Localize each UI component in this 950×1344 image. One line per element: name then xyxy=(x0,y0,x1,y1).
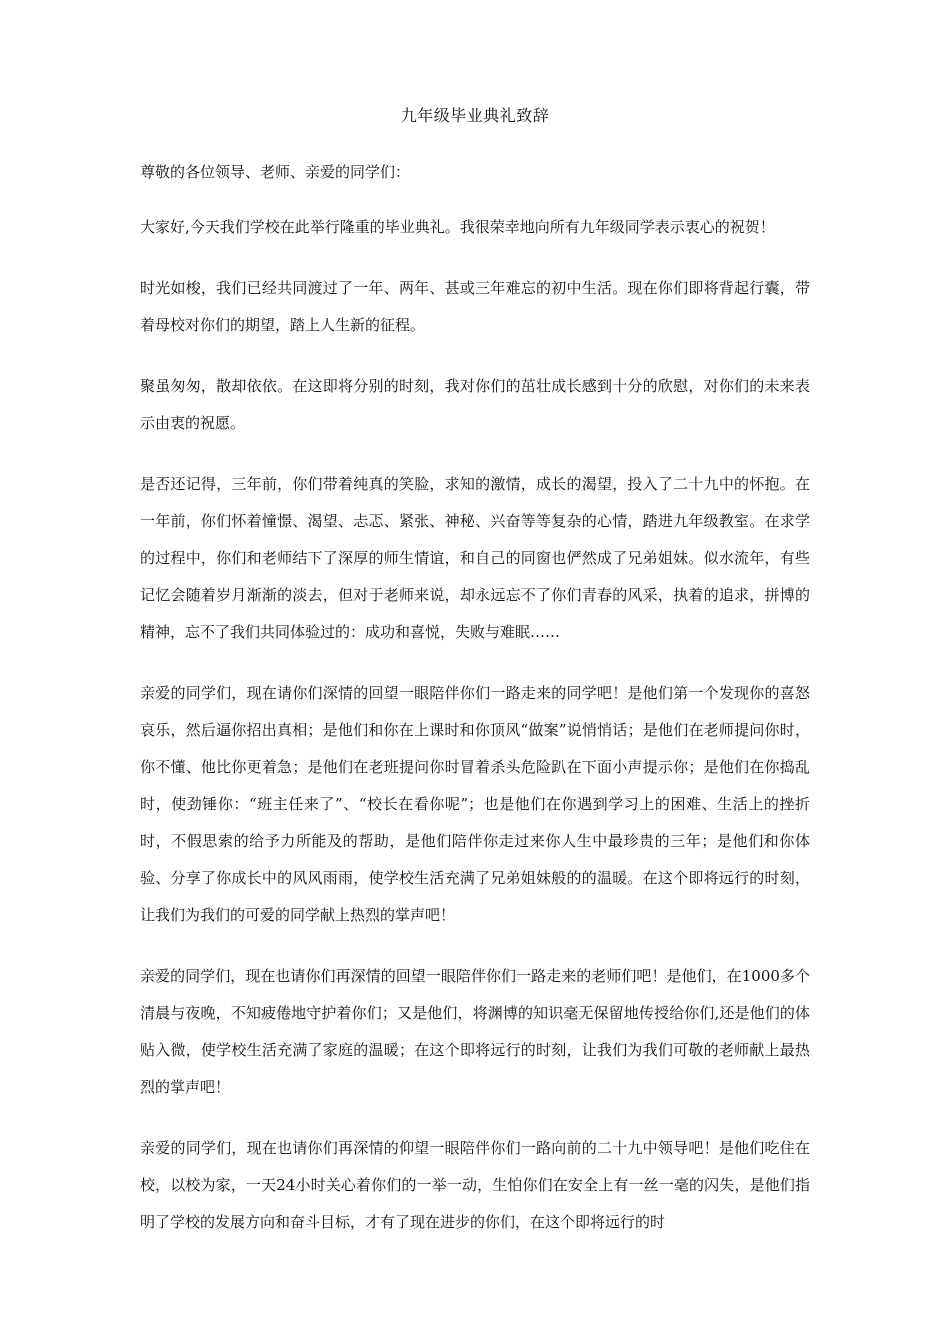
body-paragraph: 是否还记得，三年前，你们带着纯真的笑脸，求知的激情，成长的渴望，投入了二十九中的怀抱。在一年前，你们怀着憧憬、渴望、忐忑、紧张、神秘、兴奋等等复杂的心情，踏进九年级教室。在求学的过程中，你们和老师结下了深厚的师生情谊，和自己的同窗也俨然成了兄弟姐妹。似水流年，有些记忆会随着岁月渐渐的淡去，但对于老师来说，却永远忘不了你们青春的风采，执着的追求，拼博的精神，忘不了我们共同体验过的：成功和喜悦，失败与难眠…… xyxy=(140,475,810,641)
document-body xyxy=(140,160,810,1265)
body-paragraph: 时光如梭，我们已经共同渡过了一年、两年、甚或三年难忘的初中生活。现在你们即将背起行囊，带着母校对你们的期望，踏上人生新的征程。 xyxy=(140,279,810,334)
body-paragraph: 亲爱的同学们，现在也请你们再深情的仰望一眼陪伴你们一路向前的二十九中领导吧！是他们吃住在校，以校为家，一天24小时关心着你们的一举一动，生怕你们在安全上有一丝一毫的闪失，是他们指明了学校的发展方向和奋斗目标，才有了现在进步的你们，在这个即将远行的时 xyxy=(140,1139,810,1231)
body-paragraph: 亲爱的同学们，现在请你们深情的回望一眼陪伴你们一路走来的同学吧！是他们第一个发现你的喜怒哀乐，然后逼你招出真相；是他们和你在上课时和你顶风“做案”说悄悄话；是他们在老师提问你时，你不懂、他比你更着急；是他们在老班提问你时冒着杀头危险趴在下面小声提示你；是他们在你捣乱时，使劲锤你：“班主任来了”、“校长在看你呢”；也是他们在你遇到学习上的困难、生活上的挫折时，不假思索的给予力所能及的帮助，是他们陪伴你走过来你人生中最珍贵的三年；是他们和你体验、分享了你成长中的风风雨雨，使学校生活充满了兄弟姐妹般的的温暖。在这个即将远行的时刻，让我们为我们的可爱的同学献上热烈的掌声吧！ xyxy=(140,684,810,924)
body-paragraph: 亲爱的同学们，现在也请你们再深情的回望一眼陪伴你们一路走来的老师们吧！是他们，在1000多个清晨与夜晚，不知疲倦地守护着你们；又是他们，将渊博的知识毫无保留地传授给你们,还是他们的体贴入微，使学校生活充满了家庭的温暖；在这个即将远行的时刻，让我们为我们可敬的老师献上最热烈的掌声吧！ xyxy=(140,967,810,1096)
salutation-paragraph: 尊敬的各位领导、老师、亲爱的同学们： xyxy=(140,163,411,181)
document-title: 九年级毕业典礼致辞 xyxy=(400,106,550,125)
body-paragraph: 聚虽匆匆，散却依依。在这即将分别的时刻，我对你们的茁壮成长感到十分的欣慰，对你们的未来表示由衷的祝愿。 xyxy=(140,377,810,432)
greeting-paragraph: 大家好,今天我们学校在此举行隆重的毕业典礼。我很荣幸地向所有九年级同学表示衷心的祝贺！ xyxy=(140,218,775,236)
